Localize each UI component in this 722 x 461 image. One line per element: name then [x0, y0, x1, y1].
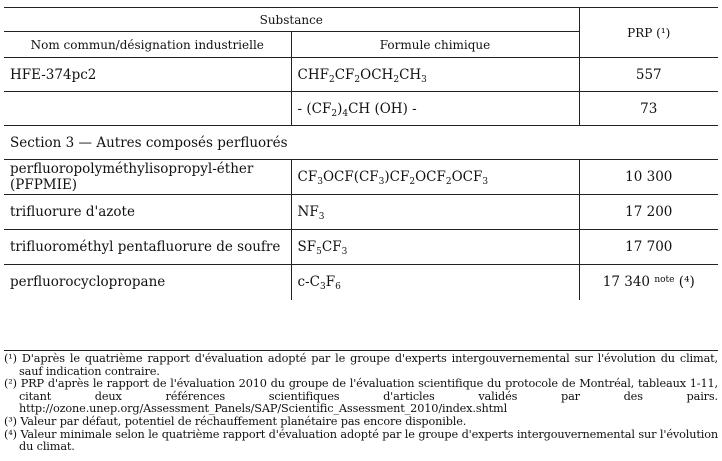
footnote-1: (¹) D'après le quatrième rapport d'évaluation adopté par le groupe d'experts intergouvernemental sur l'évolution du climat, sauf indication contraire.: [4, 352, 718, 378]
chemical-formula: $c-C_3F_6$: [291, 265, 579, 300]
table-row: [4, 58, 718, 92]
table-row: [4, 195, 718, 230]
footnotes: [4, 350, 718, 454]
substance-name: trifluorure d'azote: [4, 195, 291, 230]
footnote-4: (⁴) Valeur minimale selon le quatrième rapport d'évaluation adopté par le groupe d'experts intergouvernemental sur l'évolution du climat.: [4, 427, 718, 454]
prp-value: 557: [579, 58, 718, 92]
substance-name: HFE-374pc2: [4, 58, 291, 92]
header-substance: Substance: [4, 8, 579, 32]
header-common-name: Nom commun/désignation industrielle: [4, 32, 291, 58]
prp-value: 17 200: [579, 195, 718, 230]
table-row: [4, 265, 718, 300]
section-row: [4, 126, 718, 160]
prp-value: 17 340 $^{note}$ (⁴): [602, 274, 695, 291]
chemical-formula: - $(CF_2)_4CH$ (OH) -: [291, 92, 579, 126]
chemical-formula: $CF_3OCF(CF_3)CF_2OCF_2OCF_3$: [291, 160, 579, 195]
chemical-formula: $NF_3$: [291, 195, 579, 230]
prp-value: 73: [579, 92, 718, 126]
chemical-formula: $CHF_2CF_2OCH_2CH_3$: [291, 58, 579, 92]
footnote-ref: (⁴): [678, 274, 695, 291]
substance-name: perfluoropolyméthylisopropyl-éther (PFPMIE): [4, 160, 291, 195]
prp-table: [4, 7, 718, 300]
substance-name: trifluorométhyl pentafluorure de soufre: [4, 230, 291, 265]
table-row: [4, 92, 718, 126]
header-formula: Formule chimique: [291, 32, 579, 58]
chemical-formula: $SF_5CF_3$: [291, 230, 579, 265]
header-row-top: [4, 8, 718, 32]
substance-name: [4, 92, 291, 126]
substance-name: perfluorocyclopropane: [4, 265, 291, 300]
section-title: Section 3 — Autres composés perfluorés: [4, 126, 718, 160]
note-marker: note: [654, 275, 675, 286]
header-prp: PRP (¹): [579, 8, 718, 58]
footnote-3: (³) Valeur par défaut, potentiel de réchauffement planétaire pas encore disponible.: [4, 414, 467, 428]
prp-value: 17 700: [579, 230, 718, 265]
footnote-2: (²) PRP d'après le rapport de l'évaluation 2010 du groupe de l'évaluation scientifique du protocole de Montréal, tableaux 1-11, citant deux références scientifiques d'articles validés par des pairs. http://ozone.unep.org/Assessment_Panels/SAP/Scientific_Assessment_2010/index.shtml: [4, 377, 718, 416]
table-row: [4, 230, 718, 265]
table-row: [4, 160, 718, 195]
prp-value: 10 300: [579, 160, 718, 195]
